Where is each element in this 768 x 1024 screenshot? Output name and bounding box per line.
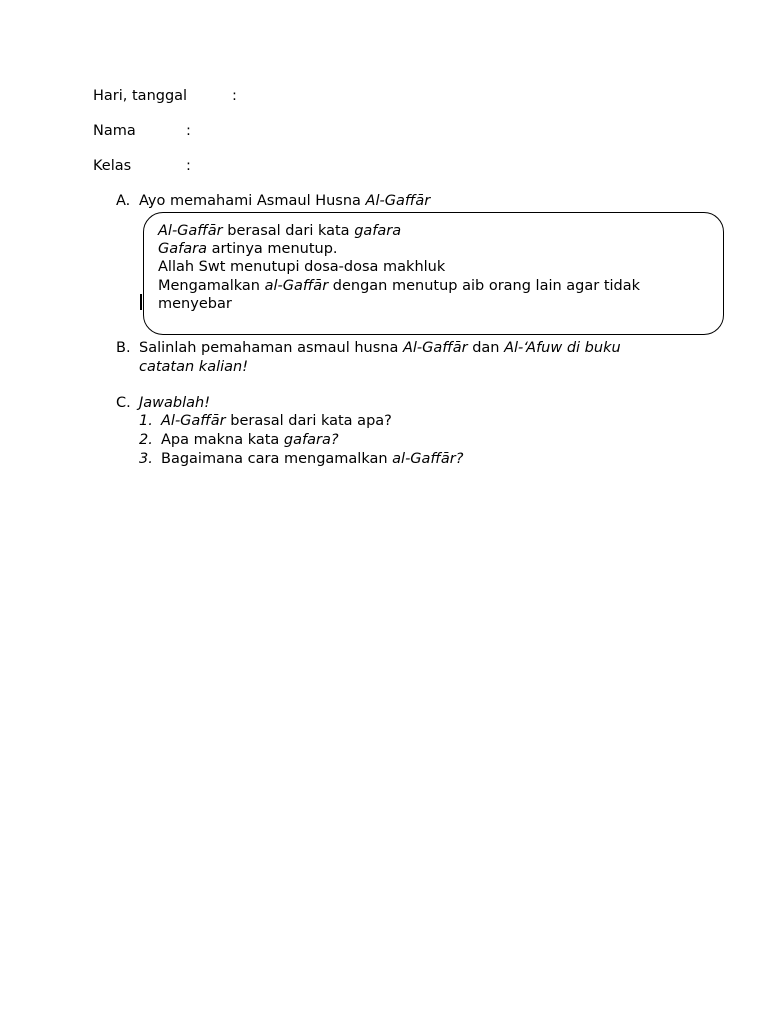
- name-label: Nama: [93, 123, 136, 139]
- box-line-1-term: Al-Gaffār: [158, 223, 223, 239]
- section-a-text: Ayo memahami Asmaul Husna: [139, 193, 366, 209]
- box-line-2-text: artinya menutup.: [206, 241, 338, 257]
- date-colon: :: [232, 88, 237, 104]
- box-line-2: [158, 240, 338, 258]
- question-3: [139, 450, 463, 468]
- question-3-text: Bagaimana cara mengamalkan: [161, 451, 393, 467]
- question-3-number: 3.: [139, 451, 153, 467]
- section-a-italic: Al-Gaffār: [365, 193, 431, 209]
- date-label: Hari, tanggal: [93, 88, 188, 104]
- box-line-2-word: Gafara: [158, 241, 207, 257]
- class-colon: :: [186, 158, 191, 174]
- box-line-4-text2: dengan menutup aib orang lain agar tidak: [328, 278, 641, 294]
- question-1-term: Al-Gaffār: [161, 413, 226, 429]
- section-a-heading: [139, 192, 430, 210]
- box-line-4-text: Mengamalkan: [158, 278, 265, 294]
- box-line-3: Allah Swt menutupi dosa-dosa makhluk: [158, 259, 446, 275]
- box-line-1: [158, 222, 401, 240]
- question-3-term: al-Gaffār?: [392, 451, 464, 467]
- question-2: [139, 431, 339, 449]
- box-line-4: [158, 277, 640, 295]
- box-edge-mark: [140, 294, 142, 310]
- question-2-text: Apa makna kata: [161, 432, 284, 448]
- section-c-heading-text: Jawablah!: [139, 395, 211, 411]
- section-b-text-2: dan: [467, 340, 505, 356]
- section-c-heading: [139, 394, 210, 412]
- question-1-number: 1.: [139, 413, 153, 429]
- box-line-1-text: berasal dari kata: [222, 223, 355, 239]
- section-b-italic-1: Al-Gaffār: [402, 340, 468, 356]
- section-b-italic-2: Al-‘Afuw di buku: [504, 340, 621, 356]
- box-line-5: menyebar: [158, 296, 232, 312]
- section-c-marker: C.: [116, 395, 131, 411]
- question-1-text: berasal dari kata apa?: [225, 413, 392, 429]
- box-line-1-word: gafara: [354, 223, 402, 239]
- name-colon: :: [186, 123, 191, 139]
- section-b-text: Salinlah pemahaman asmaul husna: [139, 340, 403, 356]
- section-b-line-2: [139, 358, 248, 376]
- section-b-marker: B.: [116, 340, 131, 356]
- question-2-word: gafara?: [283, 432, 339, 448]
- box-line-4-term: al-Gaffār: [264, 278, 329, 294]
- question-2-number: 2.: [139, 432, 153, 448]
- section-b-line-2-text: catatan kalian!: [139, 359, 249, 375]
- section-a-marker: A.: [116, 193, 131, 209]
- section-b-line-1: [139, 339, 621, 357]
- class-label: Kelas: [93, 158, 132, 174]
- question-1: [139, 412, 392, 430]
